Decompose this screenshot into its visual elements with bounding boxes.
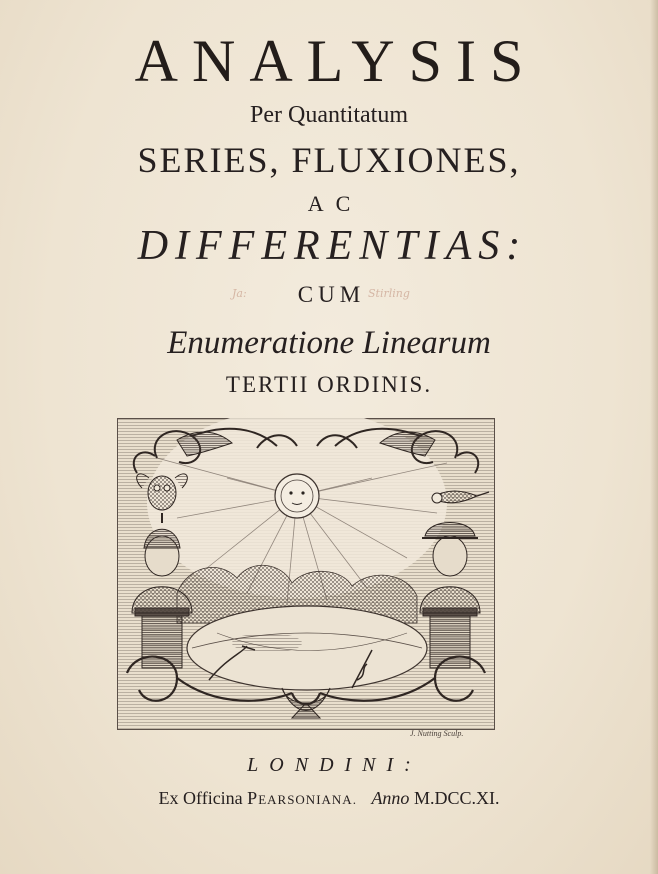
imprint-ex-officina: Ex Officina <box>158 788 243 808</box>
imprint-line <box>0 786 658 812</box>
manuscript-annotation-right: Stirling <box>368 287 410 300</box>
subtitle-cum: CUM <box>297 282 366 307</box>
subtitle-per-quantitatum: Per Quantitatum <box>250 102 408 128</box>
page-edge-shadow <box>650 0 658 874</box>
subtitle-series-fluxiones: SERIES, FLUXIONES, <box>137 140 521 180</box>
imprint-publisher: EARSONIANA. <box>258 792 357 807</box>
manuscript-annotation-left: Ja: <box>232 287 247 300</box>
subtitle-enumeratione: Enumeratione Linearum <box>167 325 491 361</box>
imprint-publisher-initial: P <box>247 788 259 808</box>
imprint-city: LONDINI: <box>247 754 422 776</box>
imprint-anno: Anno <box>371 788 410 808</box>
subtitle-differentias: DIFFERENTIAS: <box>137 223 528 269</box>
imprint-year: M.DCC.XI. <box>413 788 500 808</box>
engraved-vignette <box>117 418 495 730</box>
subtitle-tertii-ordinis: TERTII ORDINIS. <box>225 372 433 397</box>
book-title: ANALYSIS <box>134 28 538 94</box>
engraver-signature: J. Nutting Sculp. <box>410 729 464 738</box>
subtitle-ac: AC <box>307 191 363 216</box>
